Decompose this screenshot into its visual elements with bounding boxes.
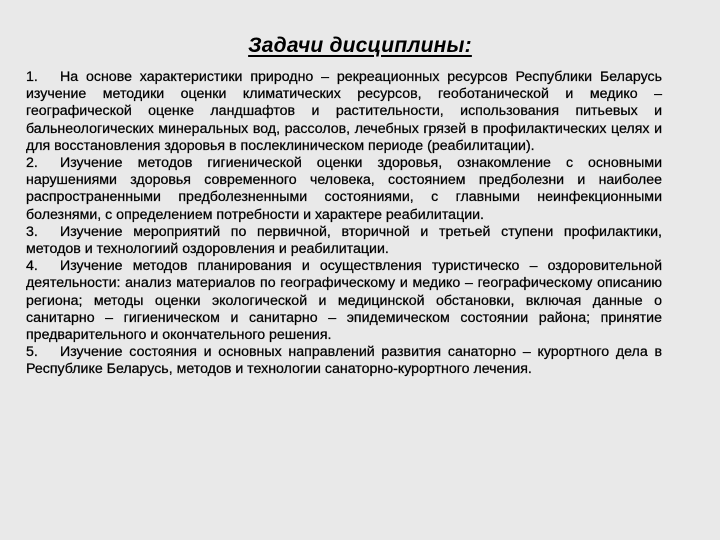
item-number: 5. [26, 344, 38, 361]
list-item [26, 224, 662, 258]
item-text: Изучение состояния и основных направлений развития санаторно – курортного дела в Республике Беларусь, методов и технологии санаторно-курортного лечения. [26, 344, 662, 378]
item-text: Изучение мероприятий по первичной, вторичной и третьей ступени профилактики, методов и технологиий оздоровления и реабилитации. [26, 223, 662, 258]
item-number: 2. [26, 155, 38, 172]
item-number: 3. [26, 223, 38, 240]
list-item [26, 69, 662, 155]
list-item [26, 155, 662, 224]
list-item [26, 344, 662, 378]
item-number: 4. [26, 258, 38, 275]
item-number: 1. [26, 69, 38, 85]
item-text: На основе характеристики природно – рекреационных ресурсов Республики Беларусь изучение методики оценки климатических ресурсов, геоботанической и медико – географической оценке ландшафтов и растительности, использования питьевых и бальнеологических минеральных вод, рассолов, лечебных грязей в профилактических целях и для восстановления здоровья в послеклиническом периоде (реабилитации). [26, 69, 662, 154]
item-text: Изучение методов планирования и осуществления туристическо – оздоровительной деятельности: анализ материалов по географическому и медико – географическому описанию региона; методы оценки экологической и медицинской обстановки, включая данные о санитарно – гигиеническом и санитарно – эпидемическом состоянии района; принятие предварительного и окончательного решения. [26, 258, 662, 344]
item-text: Изучение методов гигиенической оценки здоровья, ознакомление с основными нарушениями здоровья современного человека, состоянием предболезни и наиболее распространенными предболезненными состояниями, с главными неинфекционными болезнями, с определением потребности и характере реабилитации. [26, 155, 662, 223]
list-item [26, 258, 662, 344]
task-list [26, 69, 662, 379]
page-title: Задачи дисциплины: [248, 34, 472, 57]
